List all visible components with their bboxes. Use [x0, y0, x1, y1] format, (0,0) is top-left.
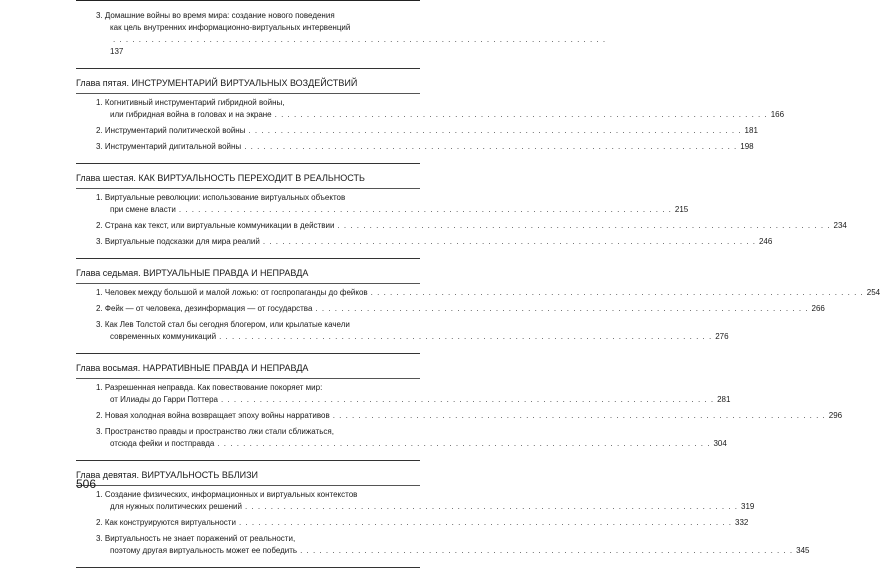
- entry-text: от Илиады до Гарри Поттера: [110, 395, 219, 404]
- entry-final-line: [96, 220, 847, 232]
- entry-final-line: [96, 141, 754, 153]
- entry-final-line: [96, 545, 810, 557]
- page-number: 246: [758, 237, 773, 246]
- entry-final-line: [96, 410, 843, 422]
- intro-block: [76, 10, 420, 69]
- page-number: 319: [741, 502, 755, 511]
- entry-text: 3. Инструментарий дигитальной войны: [96, 142, 242, 151]
- page-number: 276: [715, 332, 729, 341]
- entry-text: как цель внутренних информационно-виртуальных интервенций: [110, 23, 351, 32]
- page-number: 296: [828, 411, 843, 420]
- toc-entry: [76, 97, 785, 121]
- dot-leader: [275, 110, 768, 119]
- entry-line: 1. Создание физических, информационных и виртуальных контекстов: [96, 490, 358, 499]
- page-number: 198: [740, 142, 754, 151]
- entry-final-line: [96, 501, 755, 513]
- entry-line: 1. Виртуальные революции: использование виртуальных объектов: [96, 193, 346, 202]
- chapter-title: Глава девятая. ВИРТУАЛЬНОСТЬ ВБЛИЗИ: [76, 469, 420, 486]
- toc-entry: [76, 319, 729, 343]
- entry-text: или гибридная война в головах и на экране: [110, 110, 272, 119]
- entry-final-line: [96, 287, 880, 299]
- page-number: 281: [717, 395, 731, 404]
- entry-text: 2. Страна как текст, или виртуальные коммуникации в действии: [96, 221, 335, 230]
- entry-line: 3. Как Лев Толстой стал бы сегодня блогером, или крылатые качели: [96, 320, 350, 329]
- page-number: 166: [770, 110, 785, 119]
- entry-text: 2. Новая холодная война возвращает эпоху войны нарративов: [96, 411, 330, 420]
- entry-final-line: [96, 22, 420, 58]
- page-folio: 506: [76, 477, 97, 491]
- dot-leader: [315, 304, 808, 313]
- page-number: 345: [796, 546, 810, 555]
- entry-text: для нужных политических решений: [110, 502, 242, 511]
- toc-entry: [76, 287, 880, 299]
- dot-leader: [263, 237, 756, 246]
- chapter-title: Глава пятая. ИНСТРУМЕНТАРИЙ ВИРТУАЛЬНЫХ ВОЗДЕЙСТВИЙ: [76, 77, 420, 94]
- page-number: 234: [833, 221, 847, 230]
- entry-final-line: [96, 236, 773, 248]
- chapter-section: [76, 469, 810, 568]
- entry-line: 3. Виртуальность не знает поражений от реальности,: [96, 534, 296, 543]
- top-rule: [76, 0, 420, 1]
- toc-entry: [76, 410, 843, 422]
- entry-text: 2. Фейк — от человека, дезинформация — от государства: [96, 304, 313, 313]
- dot-leader: [371, 288, 864, 297]
- chapter-title: Глава восьмая. НАРРАТИВНЫЕ ПРАВДА И НЕПРАВДА: [76, 362, 420, 379]
- toc-entry: [76, 303, 825, 315]
- entry-text: 3. Виртуальные подсказки для мира реалий: [96, 237, 260, 246]
- chapter-title: Глава шестая. КАК ВИРТУАЛЬНОСТЬ ПЕРЕХОДИТ В РЕАЛЬНОСТЬ: [76, 172, 420, 189]
- entry-text: современных коммуникаций: [110, 332, 217, 341]
- table-of-contents: [76, 8, 880, 576]
- chapter-section: [76, 267, 880, 354]
- toc-entry: [76, 426, 727, 450]
- entry-final-line: [96, 517, 749, 529]
- page-number: 304: [713, 439, 727, 448]
- entry-text: поэтому другая виртуальность может ее победить: [110, 546, 298, 555]
- dot-leader: [245, 502, 738, 511]
- dot-leader: [244, 142, 737, 151]
- toc-entry: [76, 236, 773, 248]
- page-number: 137: [110, 47, 124, 56]
- entry-final-line: [96, 109, 785, 121]
- dot-leader: [217, 439, 710, 448]
- page-number: 266: [811, 304, 825, 313]
- toc-entry: [76, 10, 420, 58]
- chapter-title: Глава седьмая. ВИРТУАЛЬНЫЕ ПРАВДА И НЕПРАВДА: [76, 267, 420, 284]
- entry-text: 1. Человек между большой и малой ложью: от госпропаганды до фейков: [96, 288, 368, 297]
- entry-final-line: [96, 331, 729, 343]
- toc-entry: [76, 125, 758, 137]
- page-number: 254: [866, 288, 880, 297]
- entry-final-line: [96, 125, 758, 137]
- dot-leader: [219, 332, 712, 341]
- chapter-section: [76, 172, 847, 259]
- chapter-section: [76, 362, 843, 461]
- toc-entry: [76, 220, 847, 232]
- dot-leader: [337, 221, 830, 230]
- dot-leader: [248, 126, 741, 135]
- page-number: 181: [744, 126, 758, 135]
- page-number: 332: [735, 518, 749, 527]
- entry-line: 1. Разрешенная неправда. Как повествование покоряет мир:: [96, 383, 323, 392]
- toc-entry: [76, 489, 755, 513]
- toc-entry: [76, 517, 749, 529]
- entry-final-line: [96, 438, 727, 450]
- entry-text: 2. Как конструируются виртуальности: [96, 518, 236, 527]
- dot-leader: [221, 395, 714, 404]
- dot-leader: [239, 518, 732, 527]
- entry-line: 3. Домашние войны во время мира: создание нового поведения: [96, 11, 335, 20]
- dot-leader: [333, 411, 826, 420]
- chapters-list: [76, 77, 880, 568]
- entry-text: отсюда фейки и постправда: [110, 439, 215, 448]
- entry-line: 1. Когнитивный инструментарий гибридной войны,: [96, 98, 285, 107]
- entry-line: 3. Пространство правды и пространство лжи стали сближаться,: [96, 427, 334, 436]
- chapter-section: [76, 77, 785, 164]
- dot-leader: [179, 205, 672, 214]
- toc-entry: [76, 192, 689, 216]
- toc-entry: [76, 533, 810, 557]
- entry-text: при смене власти: [110, 205, 176, 214]
- entry-final-line: [96, 303, 825, 315]
- toc-entry: [76, 141, 754, 153]
- entry-final-line: [96, 394, 731, 406]
- dot-leader: [113, 35, 606, 44]
- dot-leader: [300, 546, 793, 555]
- entry-text: 2. Инструментарий политической войны: [96, 126, 246, 135]
- toc-entry: [76, 382, 731, 406]
- page-number: 215: [674, 205, 689, 214]
- entry-final-line: [96, 204, 689, 216]
